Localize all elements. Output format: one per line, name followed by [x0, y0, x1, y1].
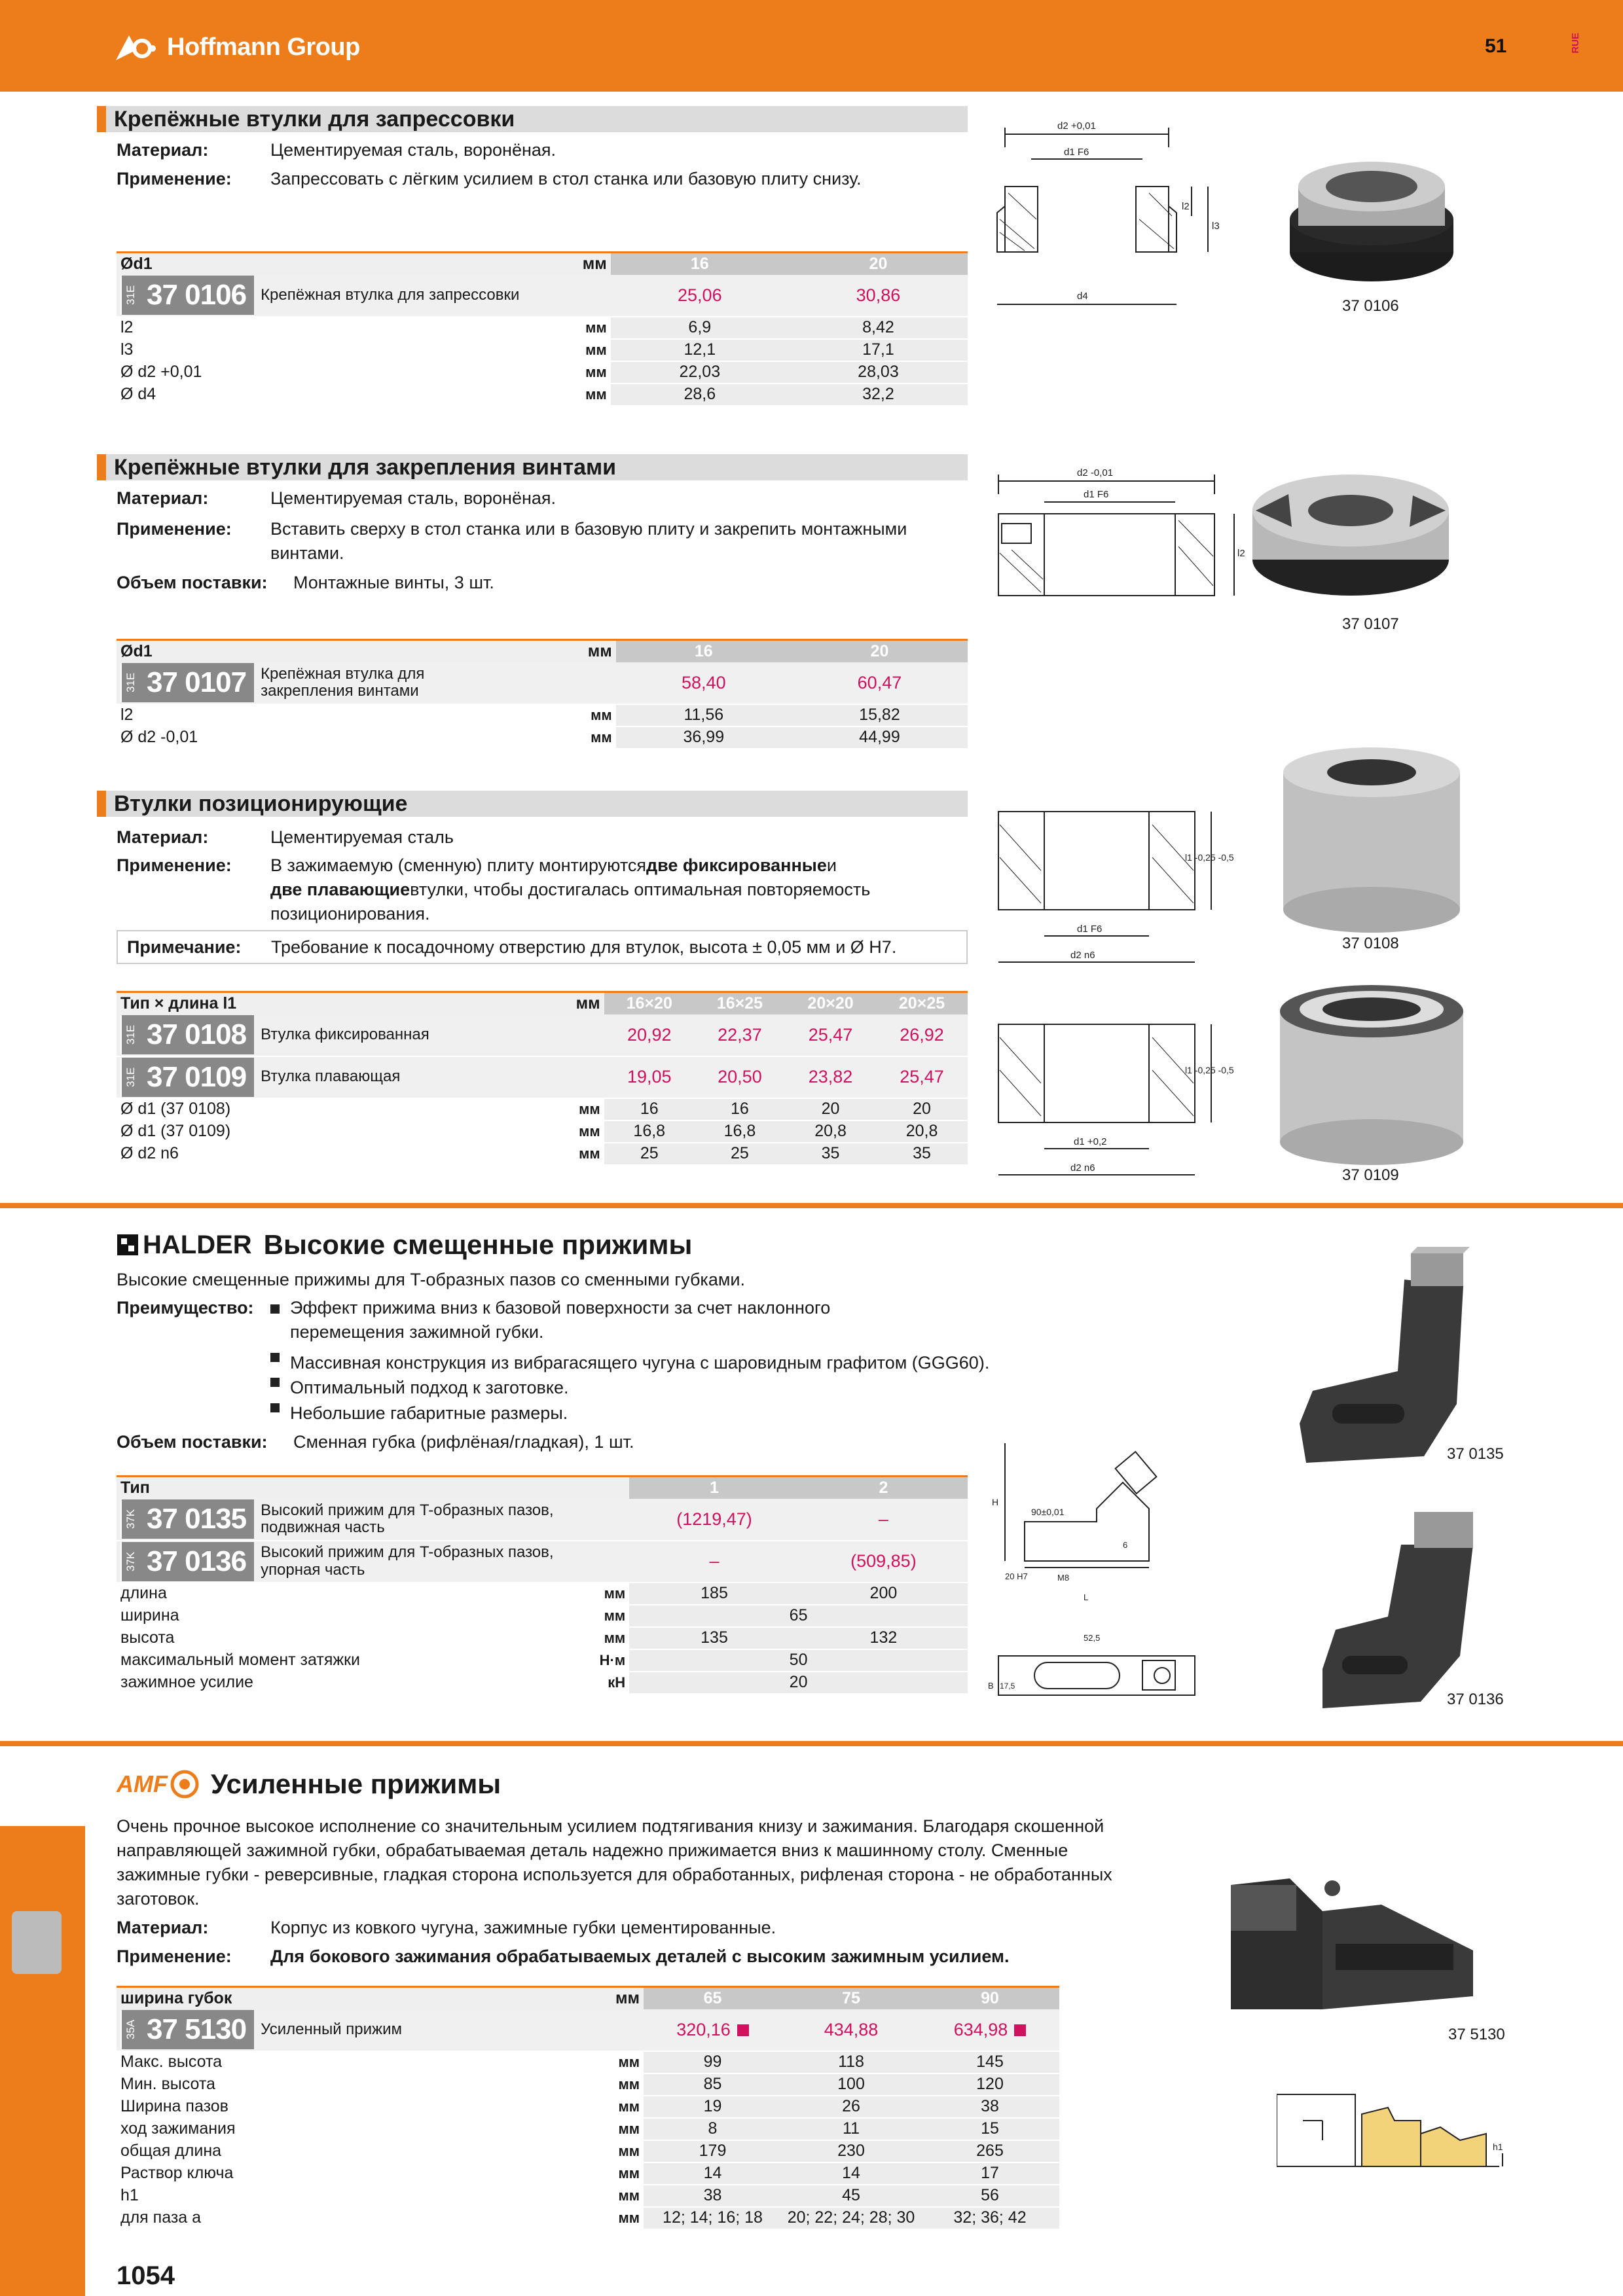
cell: 12; 14; 16; 18 — [644, 2207, 782, 2229]
cell: 35 — [785, 1143, 876, 1165]
footer-page-number: 1054 — [117, 2261, 175, 2290]
price: 20,92 — [604, 1014, 695, 1056]
intro-text: Очень прочное высокое исполнение со значительным усилием подтягивания книзу и зажимания. Благодаря скошенной — [117, 1816, 1104, 1836]
col-head: 16×20 — [604, 992, 695, 1014]
label: Материал: — [117, 488, 209, 508]
cell: 38 — [921, 2096, 1059, 2118]
value: Монтажные винты, 3 шт. — [293, 573, 494, 592]
row-unit: мм — [578, 2185, 644, 2207]
label: Применение: — [117, 855, 232, 875]
bullet-text: перемещения зажимной губки. — [290, 1322, 544, 1342]
cell: 20,8 — [876, 1121, 968, 1143]
cell: 99 — [644, 2051, 782, 2073]
price: 25,47 — [876, 1056, 968, 1098]
dim-label: L — [1084, 1592, 1089, 1602]
col-head: 16 — [611, 253, 789, 275]
article-code: 37 0108 — [147, 1018, 247, 1050]
note-box — [117, 930, 968, 964]
value-bold: Для бокового зажимания обрабатываемых деталей с высоким зажимным усилием. — [270, 1946, 1010, 1966]
product-photo-370108 — [1277, 740, 1467, 936]
label: Материал: — [117, 1918, 209, 1937]
price: 19,05 — [604, 1056, 695, 1098]
article-number[interactable] — [120, 663, 254, 702]
row-unit: мм — [542, 1143, 604, 1165]
value: втулки, чтобы достигалась оптимальная повторяемость — [410, 880, 871, 899]
page-number: 51 — [1485, 35, 1507, 57]
technical-drawing-370135 — [985, 1430, 1260, 1731]
cell: 120 — [921, 2073, 1059, 2096]
dim-label: 17,5 — [1000, 1681, 1015, 1691]
cell: 16 — [604, 1098, 695, 1121]
row-unit: мм — [566, 1627, 629, 1649]
cell: 6,9 — [611, 317, 789, 339]
row-label: l2 — [117, 704, 553, 726]
article-group: 31E — [120, 663, 140, 702]
row-label: зажимное усилие — [117, 1672, 566, 1694]
row-unit: мм — [548, 339, 611, 361]
technical-drawing-370108 — [985, 798, 1260, 969]
product-photo-375130 — [1224, 1865, 1512, 2022]
row-unit: мм — [566, 1605, 629, 1627]
dim-label: l1 -0,25 -0,5 — [1185, 1065, 1234, 1075]
col-head: 65 — [644, 1987, 782, 2009]
intro-text: Высокие смещенные прижимы для T-образных пазов со сменными губками. — [117, 1270, 745, 1289]
value: Цементируемая сталь, воронёная. — [270, 488, 556, 508]
spec-table — [117, 991, 968, 1166]
col-head: 1 — [629, 1477, 799, 1499]
article-group: 31E — [120, 1015, 140, 1054]
cell: 100 — [782, 2073, 921, 2096]
cell: 32; 36; 42 — [921, 2207, 1059, 2229]
value: винтами. — [270, 543, 344, 563]
stock-square-icon — [737, 2024, 749, 2036]
price: 25,06 — [611, 275, 789, 317]
cell: 19 — [644, 2096, 782, 2118]
price: 60,47 — [792, 662, 968, 704]
technical-drawing-370106 — [985, 108, 1260, 324]
row-unit: мм — [566, 1583, 629, 1605]
product-photo-370109 — [1273, 975, 1470, 1172]
article-number[interactable] — [120, 1015, 254, 1054]
row-label: ход зажимания — [117, 2118, 578, 2140]
row-label: l3 — [117, 339, 548, 361]
col-head: 90 — [921, 1987, 1059, 2009]
dim-label: h1 — [1493, 2142, 1503, 2152]
cell: 35 — [876, 1143, 968, 1165]
cell: 14 — [644, 2162, 782, 2185]
article-description: Втулка фиксированная — [261, 1025, 429, 1043]
article-group: 31E — [120, 1058, 140, 1097]
row-label: Ø d1 (37 0109) — [117, 1121, 542, 1143]
row-unit: Н·м — [566, 1649, 629, 1672]
row-unit: мм — [578, 2073, 644, 2096]
cell: 20 — [876, 1098, 968, 1121]
row-label: Ø d4 — [117, 384, 548, 406]
row-label: длина — [117, 1583, 566, 1605]
cell: 16,8 — [695, 1121, 785, 1143]
section-title: Втулки позиционирующие — [97, 791, 968, 817]
label: Материал: — [117, 827, 209, 847]
row-unit: мм — [542, 1121, 604, 1143]
cell: 50 — [629, 1649, 968, 1672]
cell: 28,6 — [611, 384, 789, 406]
label: Преимущество: — [117, 1298, 254, 1318]
price: – — [629, 1541, 799, 1583]
dim-label: 90±0,01 — [1031, 1507, 1065, 1517]
row-label: Ширина пазов — [117, 2096, 578, 2118]
cell: 132 — [799, 1627, 968, 1649]
cell: 8,42 — [789, 317, 968, 339]
header-label: Ød1 — [117, 640, 553, 662]
cell: 265 — [921, 2140, 1059, 2162]
row-unit: мм — [548, 384, 611, 406]
article-number[interactable] — [120, 1542, 254, 1581]
image-caption: 37 5130 — [1448, 2026, 1505, 2043]
value: Цементируемая сталь — [270, 827, 454, 847]
article-group: 37K — [120, 1542, 140, 1581]
article-group: 37K — [120, 1499, 140, 1539]
dim-label: H — [992, 1497, 999, 1507]
bullet-text: Массивная конструкция из вибрагасящего чугуна с шаровидным графитом (GGG60). — [290, 1353, 990, 1372]
label: Применение: — [117, 169, 232, 188]
row-unit: мм — [553, 704, 616, 726]
value: В зажимаемую (сменную) плиту монтируются — [270, 855, 647, 875]
article-number[interactable] — [120, 1058, 254, 1097]
row-unit: мм — [542, 1098, 604, 1121]
dim-label: d2 n6 — [1070, 1162, 1095, 1174]
header-label: Тип — [117, 1477, 629, 1499]
dim-label: B — [988, 1681, 994, 1691]
col-head: 16 — [616, 640, 792, 662]
dim-label: l2 — [1182, 201, 1190, 212]
language-tag: RUE — [1570, 33, 1581, 54]
cell: 65 — [629, 1605, 968, 1627]
row-unit: мм — [578, 2118, 644, 2140]
row-label: для паза а — [117, 2207, 578, 2229]
article-code: 37 0106 — [147, 279, 247, 311]
article-description: Крепёжная втулка для закрепления винтами — [261, 664, 425, 700]
section-title: Крепёжные втулки для закрепления винтами — [97, 454, 968, 480]
dim-label: l3 — [1212, 221, 1220, 232]
cell: 44,99 — [792, 726, 968, 749]
cell: 22,03 — [611, 361, 789, 384]
header-label: Тип × длина l1 — [117, 992, 542, 1014]
article-description: Втулка плавающая — [261, 1067, 401, 1086]
image-caption: 37 0106 — [1342, 297, 1399, 315]
amf-logo — [117, 1770, 199, 1799]
row-label: ширина — [117, 1605, 566, 1627]
intro-text: зажимные губки - реверсивные, гладкая сторона используется для обработанных, рифленая сторона - не обработанных — [117, 1865, 1112, 1884]
header-unit: мм — [548, 253, 611, 275]
cell: 8 — [644, 2118, 782, 2140]
dim-label: l1 -0,25 -0,5 — [1185, 852, 1234, 863]
halder-logo — [117, 1230, 252, 1260]
row-label: общая длина — [117, 2140, 578, 2162]
header-label: Ød1 — [117, 253, 548, 275]
cell: 230 — [782, 2140, 921, 2162]
row-label: h1 — [117, 2185, 578, 2207]
dim-label: d2 n6 — [1070, 950, 1095, 961]
technical-drawing-370109 — [985, 1011, 1260, 1181]
article-code: 37 0135 — [147, 1503, 247, 1535]
price: 22,37 — [695, 1014, 785, 1056]
price: 20,50 — [695, 1056, 785, 1098]
article-description: Усиленный прижим — [261, 2020, 403, 2038]
article-number[interactable] — [120, 1499, 254, 1539]
article-group: 35A — [120, 2010, 140, 2049]
price: 434,88 — [782, 2009, 921, 2051]
value: и — [826, 855, 837, 875]
dim-label: 20 H7 — [1005, 1571, 1028, 1581]
image-caption: 37 0107 — [1342, 615, 1399, 633]
label: Примечание: — [127, 937, 242, 957]
cell: 25 — [604, 1143, 695, 1165]
brand-text: AMF — [117, 1770, 168, 1797]
article-number[interactable] — [120, 2010, 254, 2049]
article-group: 31E — [120, 276, 140, 315]
price: 23,82 — [785, 1056, 876, 1098]
article-code: 37 0136 — [147, 1545, 247, 1577]
article-description: Крепёжная втулка для запрессовки — [261, 285, 520, 304]
row-unit: мм — [548, 361, 611, 384]
row-unit: мм — [548, 317, 611, 339]
dim-label: 6 — [1123, 1540, 1128, 1550]
row-label: Мин. высота — [117, 2073, 578, 2096]
cell: 56 — [921, 2185, 1059, 2207]
row-label: Ø d2 +0,01 — [117, 361, 548, 384]
clamp-icon — [12, 1911, 62, 1974]
value-bold: две плавающие — [270, 880, 410, 899]
cell: 185 — [629, 1583, 799, 1605]
article-description: Высокий прижим для T-образных пазов, подвижная часть — [261, 1501, 554, 1536]
cell: 20 — [785, 1098, 876, 1121]
price: 25,47 — [785, 1014, 876, 1056]
row-unit: мм — [578, 2207, 644, 2229]
cell: 16 — [695, 1098, 785, 1121]
dim-label: d1 F6 — [1077, 924, 1103, 935]
bullet-text: Эффект прижима вниз к базовой поверхности за счет наклонного — [290, 1298, 831, 1318]
product-photo-370106 — [1280, 147, 1463, 298]
bullet-text: Небольшие габаритные размеры. — [290, 1403, 568, 1423]
value: Требование к посадочному отверстию для втулок, высота ± 0,05 мм и Ø H7. — [271, 937, 897, 957]
cell: 14 — [782, 2162, 921, 2185]
cell: 36,99 — [616, 726, 792, 749]
cell: 28,03 — [789, 361, 968, 384]
price: (509,85) — [799, 1541, 968, 1583]
dim-label: d2 -0,01 — [1077, 467, 1114, 478]
col-head: 2 — [799, 1477, 968, 1499]
section-heading — [117, 1768, 501, 1800]
cell: 38 — [644, 2185, 782, 2207]
spec-table — [117, 251, 968, 406]
price: 320,16 — [676, 2019, 731, 2039]
value: позиционирования. — [270, 904, 430, 924]
dim-label: d1 F6 — [1064, 147, 1089, 158]
chapter-tab[interactable] — [0, 1826, 85, 2296]
row-unit: мм — [578, 2162, 644, 2185]
row-unit: мм — [578, 2140, 644, 2162]
price: 30,86 — [789, 275, 968, 317]
cell: 20,8 — [785, 1121, 876, 1143]
section-title: Крепёжные втулки для запрессовки — [97, 106, 968, 132]
section-title: Высокие смещенные прижимы — [263, 1229, 693, 1260]
cell: 11 — [782, 2118, 921, 2140]
price: 26,92 — [876, 1014, 968, 1056]
cell: 16,8 — [604, 1121, 695, 1143]
cell: 12,1 — [611, 339, 789, 361]
cell: 17,1 — [789, 339, 968, 361]
row-label: высота — [117, 1627, 566, 1649]
cell: 20 — [629, 1672, 968, 1694]
image-caption: 37 0135 — [1447, 1445, 1504, 1463]
row-label: Макс. высота — [117, 2051, 578, 2073]
brand-text: HALDER — [143, 1230, 252, 1259]
cell: 85 — [644, 2073, 782, 2096]
row-label: Ø d1 (37 0108) — [117, 1098, 542, 1121]
value: Корпус из ковкого чугуна, зажимные губки цементированные. — [270, 1918, 776, 1937]
row-label: Ø d2 -0,01 — [117, 726, 553, 749]
bullet-item — [270, 1298, 830, 1318]
technical-drawing-370107 — [985, 461, 1260, 612]
dim-label: d1 +0,2 — [1074, 1136, 1107, 1147]
dim-label: M8 — [1057, 1573, 1070, 1583]
cell: 11,56 — [616, 704, 792, 726]
cell: 17 — [921, 2162, 1059, 2185]
label: Материал: — [117, 140, 209, 160]
label: Объем поставки: — [117, 1432, 268, 1452]
value: Вставить сверху в стол станка или в базовую плиту и закрепить монтажными — [270, 519, 907, 539]
technical-drawing-375130 — [1277, 2088, 1525, 2186]
value: Запрессовать с лёгким усилием в стол станка или базовую плиту снизу. — [270, 169, 862, 188]
intro-text: направляющей зажимной губки, обрабатываемая деталь надежно прижимается вниз к машинному столу. Сменные — [117, 1840, 1068, 1860]
cell: 179 — [644, 2140, 782, 2162]
cell: 25 — [695, 1143, 785, 1165]
image-caption: 37 0109 — [1342, 1166, 1399, 1184]
image-caption: 37 0136 — [1447, 1691, 1504, 1708]
col-head: 20 — [789, 253, 968, 275]
stock-square-icon — [1014, 2024, 1026, 2036]
hoffmann-logo-icon — [115, 33, 160, 62]
section-heading — [117, 1229, 692, 1261]
spec-table — [117, 639, 968, 749]
cell: 200 — [799, 1583, 968, 1605]
article-number[interactable] — [120, 276, 254, 315]
section-title: Усиленные прижимы — [210, 1768, 501, 1799]
value: Сменная губка (рифлёная/гладкая), 1 шт. — [293, 1432, 634, 1452]
product-photo-370136 — [1316, 1499, 1506, 1715]
price: – — [799, 1499, 968, 1541]
spec-table — [117, 1475, 968, 1695]
image-caption: 37 0108 — [1342, 935, 1399, 952]
value-bold: две фиксированные — [646, 855, 827, 875]
value: Цементируемая сталь, воронёная. — [270, 140, 556, 160]
product-photo-370135 — [1293, 1240, 1496, 1476]
price: (1219,47) — [629, 1499, 799, 1541]
header-unit: мм — [542, 992, 604, 1014]
cell: 15,82 — [792, 704, 968, 726]
dim-label: d4 — [1077, 291, 1088, 302]
article-description: Высокий прижим для T-образных пазов, упорная часть — [261, 1543, 554, 1579]
cell: 32,2 — [789, 384, 968, 406]
row-unit: мм — [578, 2051, 644, 2073]
cell: 135 — [629, 1627, 799, 1649]
brand-name: Hoffmann Group — [167, 33, 360, 61]
row-label: максимальный момент затяжки — [117, 1649, 566, 1672]
header-unit: мм — [553, 640, 616, 662]
amf-logo-icon — [170, 1770, 199, 1799]
price: 634,98 — [953, 2019, 1008, 2039]
halder-logo-icon — [117, 1234, 139, 1256]
section-divider — [0, 1741, 1623, 1746]
row-unit: мм — [578, 2096, 644, 2118]
brand-logo[interactable] — [115, 33, 360, 62]
header-label: ширина губок — [117, 1987, 578, 2009]
product-photo-370107 — [1243, 448, 1459, 605]
col-head: 75 — [782, 1987, 921, 2009]
cell: 15 — [921, 2118, 1059, 2140]
col-head: 16×25 — [695, 992, 785, 1014]
article-code: 37 0109 — [147, 1060, 247, 1093]
cell: 20; 22; 24; 28; 30 — [782, 2207, 921, 2229]
dim-label: d2 +0,01 — [1057, 120, 1096, 132]
article-code: 37 0107 — [147, 666, 247, 698]
dim-label: l2 — [1237, 548, 1245, 559]
intro-text: заготовок. — [117, 1889, 200, 1909]
col-head: 20 — [792, 640, 968, 662]
label: Объем поставки: — [117, 573, 268, 592]
cell: 26 — [782, 2096, 921, 2118]
bullet-text: Оптимальный подход к заготовке. — [290, 1378, 569, 1397]
dim-label: 52,5 — [1084, 1633, 1101, 1643]
label: Применение: — [117, 519, 232, 539]
row-unit: мм — [553, 726, 616, 749]
cell: 145 — [921, 2051, 1059, 2073]
col-head: 20×25 — [876, 992, 968, 1014]
article-code: 37 5130 — [147, 2013, 247, 2045]
spec-table — [117, 1986, 1059, 2230]
cell: 45 — [782, 2185, 921, 2207]
section-divider — [0, 1203, 1623, 1208]
row-label: l2 — [117, 317, 548, 339]
col-head: 20×20 — [785, 992, 876, 1014]
cell: 118 — [782, 2051, 921, 2073]
dim-label: d1 F6 — [1084, 489, 1109, 500]
header-unit: мм — [578, 1987, 644, 2009]
label: Применение: — [117, 1946, 232, 1966]
price: 58,40 — [616, 662, 792, 704]
row-unit: кН — [566, 1672, 629, 1694]
row-label: Ø d2 n6 — [117, 1143, 542, 1165]
row-label: Раствор ключа — [117, 2162, 578, 2185]
